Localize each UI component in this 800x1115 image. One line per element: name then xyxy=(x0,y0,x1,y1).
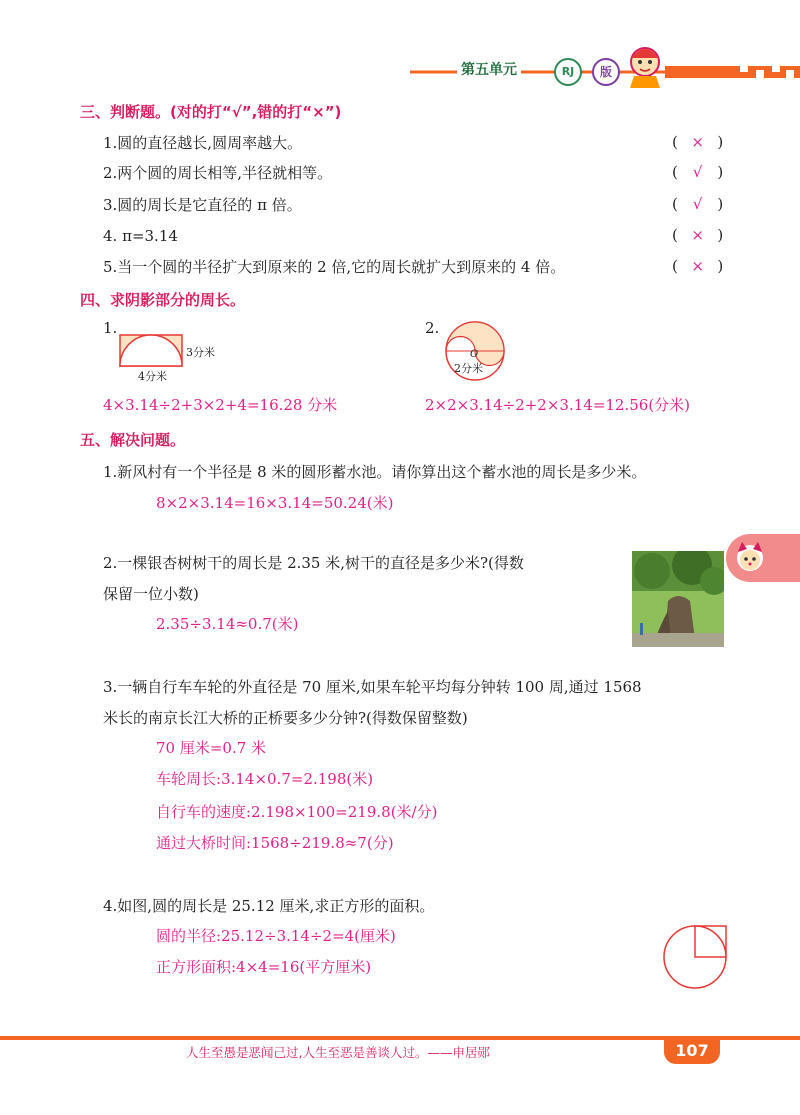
figure-2-answer: 2×2×3.14÷2+2×3.14=12.56(分米) xyxy=(425,396,691,414)
footer-quote: 人生至愚是恶闻己过,人生至恶是善谈人过。——申居郧 xyxy=(186,1045,490,1060)
judge-answer-3: ( √ ) xyxy=(672,195,724,213)
problem-1-answer: 8×2×3.14=16×3.14=50.24(米) xyxy=(156,494,394,512)
figure-1-number: 1. xyxy=(103,319,118,337)
judge-answer-2: ( √ ) xyxy=(672,163,724,181)
figure-2-radius-label: 2分米 xyxy=(454,362,483,375)
problem-4-text: 4.如图,圆的周长是 25.12 厘米,求正方形的面积。 xyxy=(103,897,435,915)
problem-3-line-1: 3.一辆自行车车轮的外直径是 70 厘米,如果车轮平均每分钟转 100 周,通过 1568 xyxy=(103,678,642,696)
circle-square-figure xyxy=(660,922,730,996)
figure-1-bottom-label: 4分米 xyxy=(138,370,167,383)
mascot-icon xyxy=(620,40,670,94)
unit-title: 第五单元 xyxy=(457,59,521,79)
problem-3-answer-1: 70 厘米=0.7 米 xyxy=(156,739,267,757)
problem-3-line-2: 米长的南京长江大桥的正桥要多少分钟?(得数保留整数) xyxy=(103,709,468,727)
side-tab xyxy=(726,534,800,582)
section-5-title: 五、解决问题。 xyxy=(80,431,186,449)
problem-2-line-2: 保留一位小数) xyxy=(103,585,199,603)
mascot-face-icon xyxy=(726,534,774,582)
section-4-title: 四、求阴影部分的周长。 xyxy=(80,291,246,309)
problem-3-answer-3: 自行车的速度:2.198×100=219.8(米/分) xyxy=(156,803,438,821)
judge-item-4: 4. π=3.14 xyxy=(103,227,178,245)
judge-answer-4: ( × ) xyxy=(672,226,724,244)
judge-answer-5: ( × ) xyxy=(672,257,724,275)
judge-item-1: 1.圆的直径越长,圆周率越大。 xyxy=(103,134,303,152)
figure-2-number: 2. xyxy=(425,319,440,337)
problem-3-answer-4: 通过大桥时间:1568÷219.8≈7(分) xyxy=(156,834,394,852)
edition-badge-rj: RJ xyxy=(554,58,582,86)
judge-item-5: 5.当一个圆的半径扩大到原来的 2 倍,它的周长就扩大到原来的 4 倍。 xyxy=(103,258,566,276)
problem-1-text: 1.新风村有一个半径是 8 米的圆形蓄水池。请你算出这个蓄水池的周长是多少米。 xyxy=(103,463,647,481)
judge-answer-1: ( × ) xyxy=(672,133,724,151)
section-3-title: 三、判断题。(对的打“√”,错的打“×”) xyxy=(80,103,342,121)
judge-item-3: 3.圆的周长是它直径的 π 倍。 xyxy=(103,196,302,214)
judge-item-2: 2.两个圆的周长相等,半径就相等。 xyxy=(103,164,333,182)
problem-3-answer-2: 车轮周长:3.14×0.7=2.198(米) xyxy=(156,770,374,788)
page-number: 107 xyxy=(664,1038,720,1064)
ginkgo-tree-photo xyxy=(632,551,724,651)
edition-badge-ban: 版 xyxy=(592,58,620,86)
figure-1-side-label: 3分米 xyxy=(186,346,215,359)
problem-4-answer-1: 圆的半径:25.12÷3.14÷2=4(厘米) xyxy=(156,927,396,945)
figure-2-center-label: O xyxy=(470,349,479,360)
problem-2-answer: 2.35÷3.14≈0.7(米) xyxy=(156,615,299,633)
problem-2-line-1: 2.一棵银杏树树干的周长是 2.35 米,树干的直径是多少米?(得数 xyxy=(103,554,524,572)
problem-4-answer-2: 正方形面积:4×4=16(平方厘米) xyxy=(156,958,372,976)
figure-1-answer: 4×3.14÷2+3×2+4=16.28 分米 xyxy=(103,396,338,414)
